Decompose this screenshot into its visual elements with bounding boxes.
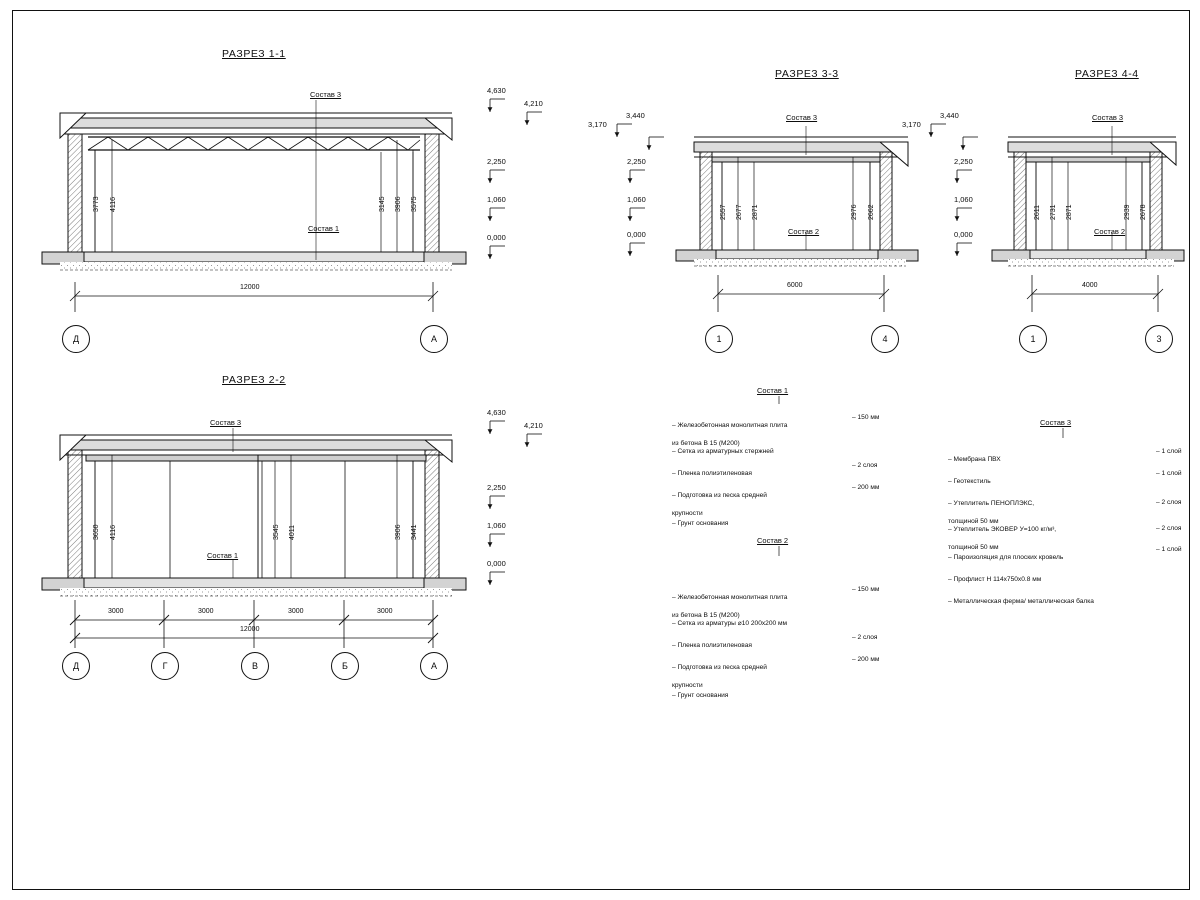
- spec-2-row-4-text: – Грунт основания: [672, 692, 729, 699]
- section-1-1-vdim-2: 4116: [110, 196, 117, 212]
- section-3-3-elev-3: 2,250: [627, 157, 646, 166]
- spec-2-row-3-text: – Подготовка из песка средней: [672, 664, 767, 671]
- spec-3-row-3-text: – Утеплитель ЭКОВЕР У=100 кг/м³,: [948, 526, 1057, 533]
- spec-3-title: Состав 3: [1040, 418, 1072, 427]
- section-1-1-title: РАЗРЕЗ 1-1: [222, 48, 286, 60]
- section-4-4-callout-floor: Состав 2: [1094, 227, 1126, 236]
- section-4-4-vdim-1: 2611: [1034, 204, 1041, 220]
- spec-3-row-0-value: – 1 слой: [1156, 448, 1182, 455]
- spec-1-list: [672, 414, 902, 532]
- spec-2-row-3-text2: крупности: [672, 682, 703, 689]
- section-1-1-elev-1: 4,630: [487, 86, 506, 95]
- spec-1-row-4-text: – Грунт основания: [672, 520, 729, 527]
- spec-1-row-0-value: – 150 мм: [852, 414, 880, 421]
- spec-2-row-0-text2: из бетона В 15 (М200): [672, 612, 740, 619]
- section-1-1-elev-3: 2,250: [487, 157, 506, 166]
- section-2-2-elev-5: 0,000: [487, 559, 506, 568]
- section-3-3-elev-1: 3,170: [588, 120, 607, 129]
- section-4-4-title: РАЗРЕЗ 4-4: [1075, 68, 1139, 80]
- section-1-1-span-dim: 12000: [240, 284, 260, 291]
- axis-bubble-v-sec2: В: [241, 652, 269, 680]
- section-1-1-callout-floor: Состав 1: [308, 224, 340, 233]
- spec-3-row-4-text: – Пароизоляция для плоских кровель: [948, 554, 1064, 561]
- spec-2-row-2-value: – 2 слоя: [852, 634, 878, 641]
- spec-3-list: [948, 448, 1198, 612]
- spec-1-row-0-text: – Железобетонная монолитная плита: [672, 422, 788, 429]
- section-3-3-elev-2: 3,440: [626, 111, 645, 120]
- spec-1-row-1-text: – Сетка из арматурных стержней: [672, 448, 774, 455]
- section-4-4-elev-4: 1,060: [954, 195, 973, 204]
- section-2-2-bay-2: 3000: [198, 608, 214, 615]
- spec-1-title: Состав 1: [757, 386, 789, 395]
- spec-1-row-3-text2: крупности: [672, 510, 703, 517]
- axis-bubble-b-sec2: Б: [331, 652, 359, 680]
- section-4-4-elev-5: 0,000: [954, 230, 973, 239]
- section-1-1-elev-5: 0,000: [487, 233, 506, 242]
- spec-1-row-3-value: – 200 мм: [852, 484, 880, 491]
- spec-3-row-4-value: – 1 слой: [1156, 546, 1182, 553]
- section-4-4-vdim-2: 2731: [1050, 204, 1057, 220]
- section-4-4-callout-roof: Состав 3: [1092, 113, 1124, 122]
- axis-bubble-a-sec1: A: [420, 325, 448, 353]
- section-1-1-vdim-5: 3575: [411, 196, 418, 212]
- spec-3-row-1-text: – Геотекстиль: [948, 478, 991, 485]
- section-2-2-elev-1: 4,630: [487, 408, 506, 417]
- section-2-2-title: РАЗРЕЗ 2-2: [222, 374, 286, 386]
- section-4-4-vdim-3: 2871: [1066, 204, 1073, 220]
- spec-2-row-0-text: – Железобетонная монолитная плита: [672, 594, 788, 601]
- axis-bubble-1-sec4: 1: [1019, 325, 1047, 353]
- section-3-3-vdim-3: 2871: [752, 204, 759, 220]
- section-1-1-elev-2: 4,210: [524, 99, 543, 108]
- section-4-4-vdim-4: 2939: [1124, 204, 1131, 220]
- spec-2-row-1-text: – Сетка из арматуры ⌀10 200х200 мм: [672, 620, 788, 627]
- spec-3-row-0-text: – Мембрана ПВХ: [948, 456, 1001, 463]
- section-1-1-vdim-1: 3773: [93, 196, 100, 212]
- spec-1-row-2-value: – 2 слоя: [852, 462, 878, 469]
- spec-2-title: Состав 2: [757, 536, 789, 545]
- spec-1-row-2-text: – Пленка полиэтиленовая: [672, 470, 752, 477]
- section-4-4-vdim-5: 2678: [1140, 204, 1147, 220]
- spec-2-row-0-value: – 150 мм: [852, 586, 880, 593]
- section-2-2-vdim-1: 3650: [93, 524, 100, 540]
- spec-1-row-3-text: – Подготовка из песка средней: [672, 492, 767, 499]
- section-2-2-elev-3: 2,250: [487, 483, 506, 492]
- spec-3-row-2-text: – Утеплитель ПЕНОПЛЭКС,: [948, 500, 1035, 507]
- axis-bubble-4-sec3: 4: [871, 325, 899, 353]
- section-4-4-elev-3: 2,250: [954, 157, 973, 166]
- section-2-2-span-dim: 12000: [240, 626, 260, 633]
- axis-bubble-a-sec2: A: [420, 652, 448, 680]
- section-3-3-span-dim: 6000: [787, 282, 803, 289]
- section-2-2-bay-1: 3000: [108, 608, 124, 615]
- section-2-2-vdim-3: 3545: [273, 524, 280, 540]
- spec-3-row-2-value: – 2 слоя: [1156, 499, 1182, 506]
- section-3-3-vdim-1: 2557: [720, 204, 727, 220]
- spec-3-row-3-text2: толщиной 50 мм: [948, 544, 999, 551]
- section-3-3-vdim-5: 2662: [868, 204, 875, 220]
- axis-bubble-d-sec1: Д: [62, 325, 90, 353]
- section-1-1-callout-roof: Состав 3: [310, 90, 342, 99]
- section-2-2-elev-4: 1,060: [487, 521, 506, 530]
- section-2-2-vdim-5: 3906: [395, 524, 402, 540]
- section-2-2-vdim-2: 4116: [110, 524, 117, 540]
- spec-1-row-0-text2: из бетона В 15 (М200): [672, 440, 740, 447]
- section-2-2-bay-3: 3000: [288, 608, 304, 615]
- axis-bubble-g-sec2: Г: [151, 652, 179, 680]
- spec-3-row-2-text2: толщиной 50 мм: [948, 518, 999, 525]
- spec-2-list: [672, 586, 902, 704]
- section-3-3-vdim-2: 2677: [736, 204, 743, 220]
- section-3-3-elev-5: 0,000: [627, 230, 646, 239]
- section-2-2-bay-4: 3000: [377, 608, 393, 615]
- spec-2-row-3-value: – 200 мм: [852, 656, 880, 663]
- section-3-3-callout-roof: Состав 3: [786, 113, 818, 122]
- section-2-2-vdim-6: 3441: [411, 524, 418, 540]
- section-4-4-elev-2: 3,440: [940, 111, 959, 120]
- spec-3-row-1-value: – 1 слой: [1156, 470, 1182, 477]
- section-2-2-elev-2: 4,210: [524, 421, 543, 430]
- axis-bubble-3-sec4: 3: [1145, 325, 1173, 353]
- section-3-3-vdim-4: 2976: [851, 204, 858, 220]
- section-2-2-callout-floor: Состав 1: [207, 551, 239, 560]
- section-2-2-vdim-4: 4011: [289, 524, 296, 540]
- axis-bubble-1-sec3: 1: [705, 325, 733, 353]
- spec-3-row-3-value: – 2 слоя: [1156, 525, 1182, 532]
- section-1-1-vdim-3: 3145: [379, 196, 386, 212]
- spec-2-row-2-text: – Пленка полиэтиленовая: [672, 642, 752, 649]
- section-4-4-elev-1: 3,170: [902, 120, 921, 129]
- section-3-3-elev-4: 1,060: [627, 195, 646, 204]
- spec-3-row-6-text: – Металлическая ферма/ металлическая балка: [948, 598, 1094, 605]
- section-2-2-callout-roof: Состав 3: [210, 418, 242, 427]
- spec-3-row-5-text: – Профлист Н 114х750х0.8 мм: [948, 576, 1042, 583]
- section-1-1-vdim-4: 3906: [395, 196, 402, 212]
- axis-bubble-d-sec2: Д: [62, 652, 90, 680]
- section-1-1-elev-4: 1,060: [487, 195, 506, 204]
- section-4-4-span-dim: 4000: [1082, 282, 1098, 289]
- section-3-3-title: РАЗРЕЗ 3-3: [775, 68, 839, 80]
- section-3-3-callout-floor: Состав 2: [788, 227, 820, 236]
